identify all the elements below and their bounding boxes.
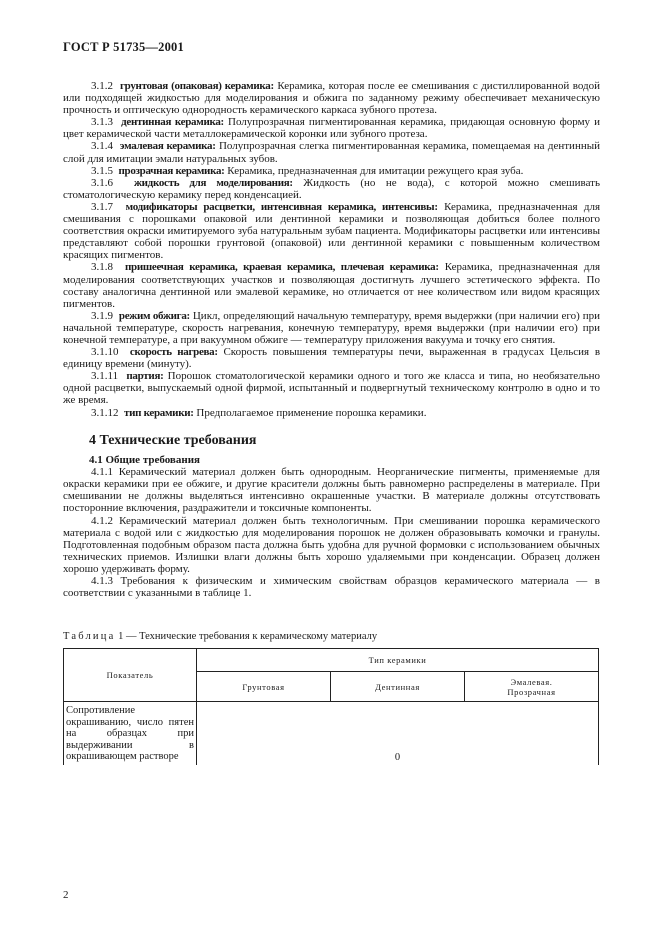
clause-4-1-3: 4.1.3 Требования к физическим и химическим свойствам образцов керамического материала — в соответствии с указанными в таблице 1. [63, 574, 600, 600]
table-caption: Таблица 1 — Технические требования к керамическому материалу [63, 631, 378, 643]
clause-4-1-2: 4.1.2 Керамический материал должен быть технологичным. При смешивании порошка керамического материала с водой или с жидкостью для моделирования порошок не должен образовывать комочки и гранулы. Подготовленная подобным образом паста должна быть удобна для ручной формовки с использованием обычных технических приемов. Излишки влаги должны быть хорошо удаляемыми при конденсации. Образец должен хорошо удерживать форму. [63, 514, 600, 575]
col-header-enamel: Эмалевая. Прозрачная [465, 672, 599, 702]
term-3-1-6: 3.1.6 жидкость для моделирования: Жидкость (но не вода), с которой можно смешивать стоматологическую керамику перед конденсацией. [63, 176, 601, 201]
row-stain-resistance-label: Сопротивление окрашиванию, число пятен на образцах при выдерживании в окрашивающем растворе [64, 702, 197, 765]
col-header-ground: Грунтовая [197, 672, 331, 702]
term-3-1-5: 3.1.5 прозрачная керамика: Керамика, предназначенная для имитации режущего края зуба. [91, 164, 524, 177]
term-3-1-4: 3.1.4 эмалевая керамика: Полупрозрачная слегка пигментированная керамика, помещаемая на дентинный слой для имитации эмали натуральных зубов. [63, 140, 600, 165]
row-stain-resistance-value: 0 [197, 702, 599, 765]
page-number: 2 [63, 889, 69, 901]
standard-header: ГОСТ Р 51735—2001 [63, 40, 184, 54]
col-header-ceramic-type: Тип керамики [197, 649, 599, 672]
term-3-1-7: 3.1.7 модификаторы расцветки, интенсивная керамика, интенсивы: Керамика, предназначенная для смешивания с порошками опаковой или дентинной керамики и позволяющая добиться более полного соответствия окраски имитируемого зуба натуральным зубам пациента. Модификаторы расцветки или интенсивы представляют собой порошки грунтовой (опаковой) или дентинной керамики с повышенным количеством красящих пигментов. [63, 200, 601, 262]
requirements-table [63, 648, 599, 765]
col-header-indicator: Показатель [64, 649, 197, 702]
section-4-heading: 4 Технические требования [89, 432, 257, 448]
document-page [63, 40, 600, 765]
section-4-1-heading: 4.1 Общие требования [89, 453, 200, 466]
term-3-1-12: 3.1.12 тип керамики: Предполагаемое применение порошка керамики. [91, 406, 427, 419]
term-3-1-3: 3.1.3 дентинная керамика: Полупрозрачная пигментированная керамика, придающая основную форму и цвет керамической части металлокерамической коронки или зубного протеза. [63, 116, 601, 141]
term-3-1-2: 3.1.2 грунтовая (опаковая) керамика: Керамика, которая после ее смешивания с дистиллированной водой или подходящей жидкостью для моделирования и обжига по заданному режиму обеспечивает механическую прочность и оптическую однородность керамического каркаса зубного протеза. [63, 80, 600, 117]
term-3-1-9: 3.1.9 режим обжига: Цикл, определяющий начальную температуру, время выдержки (при наличии его) при начальной температуре, скорость нагревания, конечную температуру, время выдержки (при наличии его) при конечной температуре, а при вакуумном обжиге — температуру приложения вакуума и точку его снятия. [63, 309, 600, 346]
term-3-1-10: 3.1.10 скорость нагрева: Скорость повышения температуры печи, выраженная в градусах Цельсия в единицу времени (минуту). [63, 346, 601, 371]
term-3-1-8: 3.1.8 пришеечная керамика, краевая керамика, плечевая керамика: Керамика, предназначенная для моделирования соответствующих участков и позволяющая достигнуть лучшего эстетического эффекта. По составу аналогична дентинной или эмалевой керамике, но отличается от нее количеством или видом красящих пигментов. [63, 261, 601, 310]
col-header-dentin: Дентинная [331, 672, 465, 702]
term-3-1-11: 3.1.11 партия: Порошок стоматологической керамики одного и того же класса и типа, но необязательно одной расцветки, выпускаемый одной фирмой, испытанный и подвергнутый техническому контролю в одно и то же время. [63, 370, 601, 407]
clause-4-1-1: 4.1.1 Керамический материал должен быть однородным. Неорганические пигменты, применяемые для окраски керамики при ее обжиге, и другие красители должны быть равномерно распределены в материале. При смешивании не должны выделяться интенсивно окрашенные участки. В материале должны отсутствовать посторонние включения, раздражители и токсичные компоненты. [63, 466, 600, 515]
terms-list [63, 80, 600, 419]
